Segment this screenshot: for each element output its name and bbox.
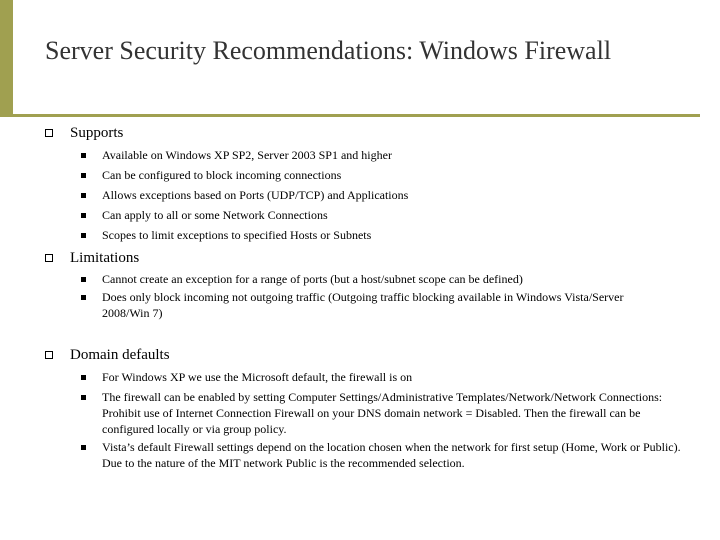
list-item-text: Available on Windows XP SP2, Server 2003 SP1 and higher	[102, 148, 392, 162]
bullet-list	[45, 271, 624, 321]
section-heading	[45, 124, 695, 142]
list-item-text: Allows exceptions based on Ports (UDP/TCP) and Applications	[102, 188, 409, 202]
square-bullet-icon	[45, 351, 53, 359]
list-item	[45, 147, 695, 163]
list-item-text: Cannot create an exception for a range of ports (but a host/subnet scope can be defined)	[102, 272, 523, 286]
list-item-text: Vista’s default Firewall settings depend on the location chosen when the network for first setup (Home, Work or Public). Due to the nature of the MIT network Public is the recommended selection.	[102, 440, 681, 470]
bullet-icon	[81, 375, 86, 380]
square-bullet-icon	[45, 254, 53, 262]
section-heading	[45, 249, 695, 267]
section-heading-text: Supports	[70, 125, 124, 141]
list-item	[45, 271, 525, 287]
list-item	[45, 439, 695, 471]
bullet-icon	[81, 445, 86, 450]
section-limitations	[45, 249, 695, 321]
bullet-icon	[81, 295, 86, 300]
list-item-text: For Windows XP we use the Microsoft default, the firewall is on	[102, 370, 413, 384]
bullet-icon	[81, 233, 86, 238]
slide-title-bold: Server Security Recommendations:	[45, 36, 414, 65]
slide-title-rest: Windows Firewall	[413, 36, 612, 65]
list-item	[45, 207, 695, 223]
section-heading-text: Limitations	[70, 250, 140, 266]
list-item-text: Can apply to all or some Network Connections	[102, 208, 328, 222]
list-item	[45, 369, 695, 385]
list-item	[45, 227, 695, 243]
bullet-list	[45, 369, 695, 471]
bullet-icon	[81, 153, 86, 158]
list-item	[45, 389, 695, 437]
list-item-text: Can be configured to block incoming connections	[102, 168, 342, 182]
bullet-icon	[81, 277, 86, 282]
list-item	[45, 167, 695, 183]
bullet-icon	[81, 395, 86, 400]
bullet-list	[45, 147, 695, 243]
section-heading-text: Domain defaults	[70, 347, 170, 363]
bullet-icon	[81, 173, 86, 178]
section-supports	[45, 124, 695, 243]
list-item-text: The firewall can be enabled by setting Computer Settings/Administrative Templates/Network/Network Connections: Prohibit use of Internet Connection Firewall on your DNS domain network = Disabled. Then the firewall can be configured locally or via group policy.	[102, 390, 663, 436]
section-heading	[45, 346, 695, 364]
bullet-icon	[81, 193, 86, 198]
square-bullet-icon	[45, 129, 53, 137]
bullet-icon	[81, 213, 86, 218]
section-domain-defaults	[45, 346, 695, 471]
list-item	[45, 187, 695, 203]
list-item-text: Does only block incoming not outgoing traffic (Outgoing traffic blocking available in Windows Vista/Server 2008/Win 7)	[102, 290, 624, 320]
list-item	[45, 289, 642, 321]
list-item-text: Scopes to limit exceptions to specified Hosts or Subnets	[102, 228, 372, 242]
